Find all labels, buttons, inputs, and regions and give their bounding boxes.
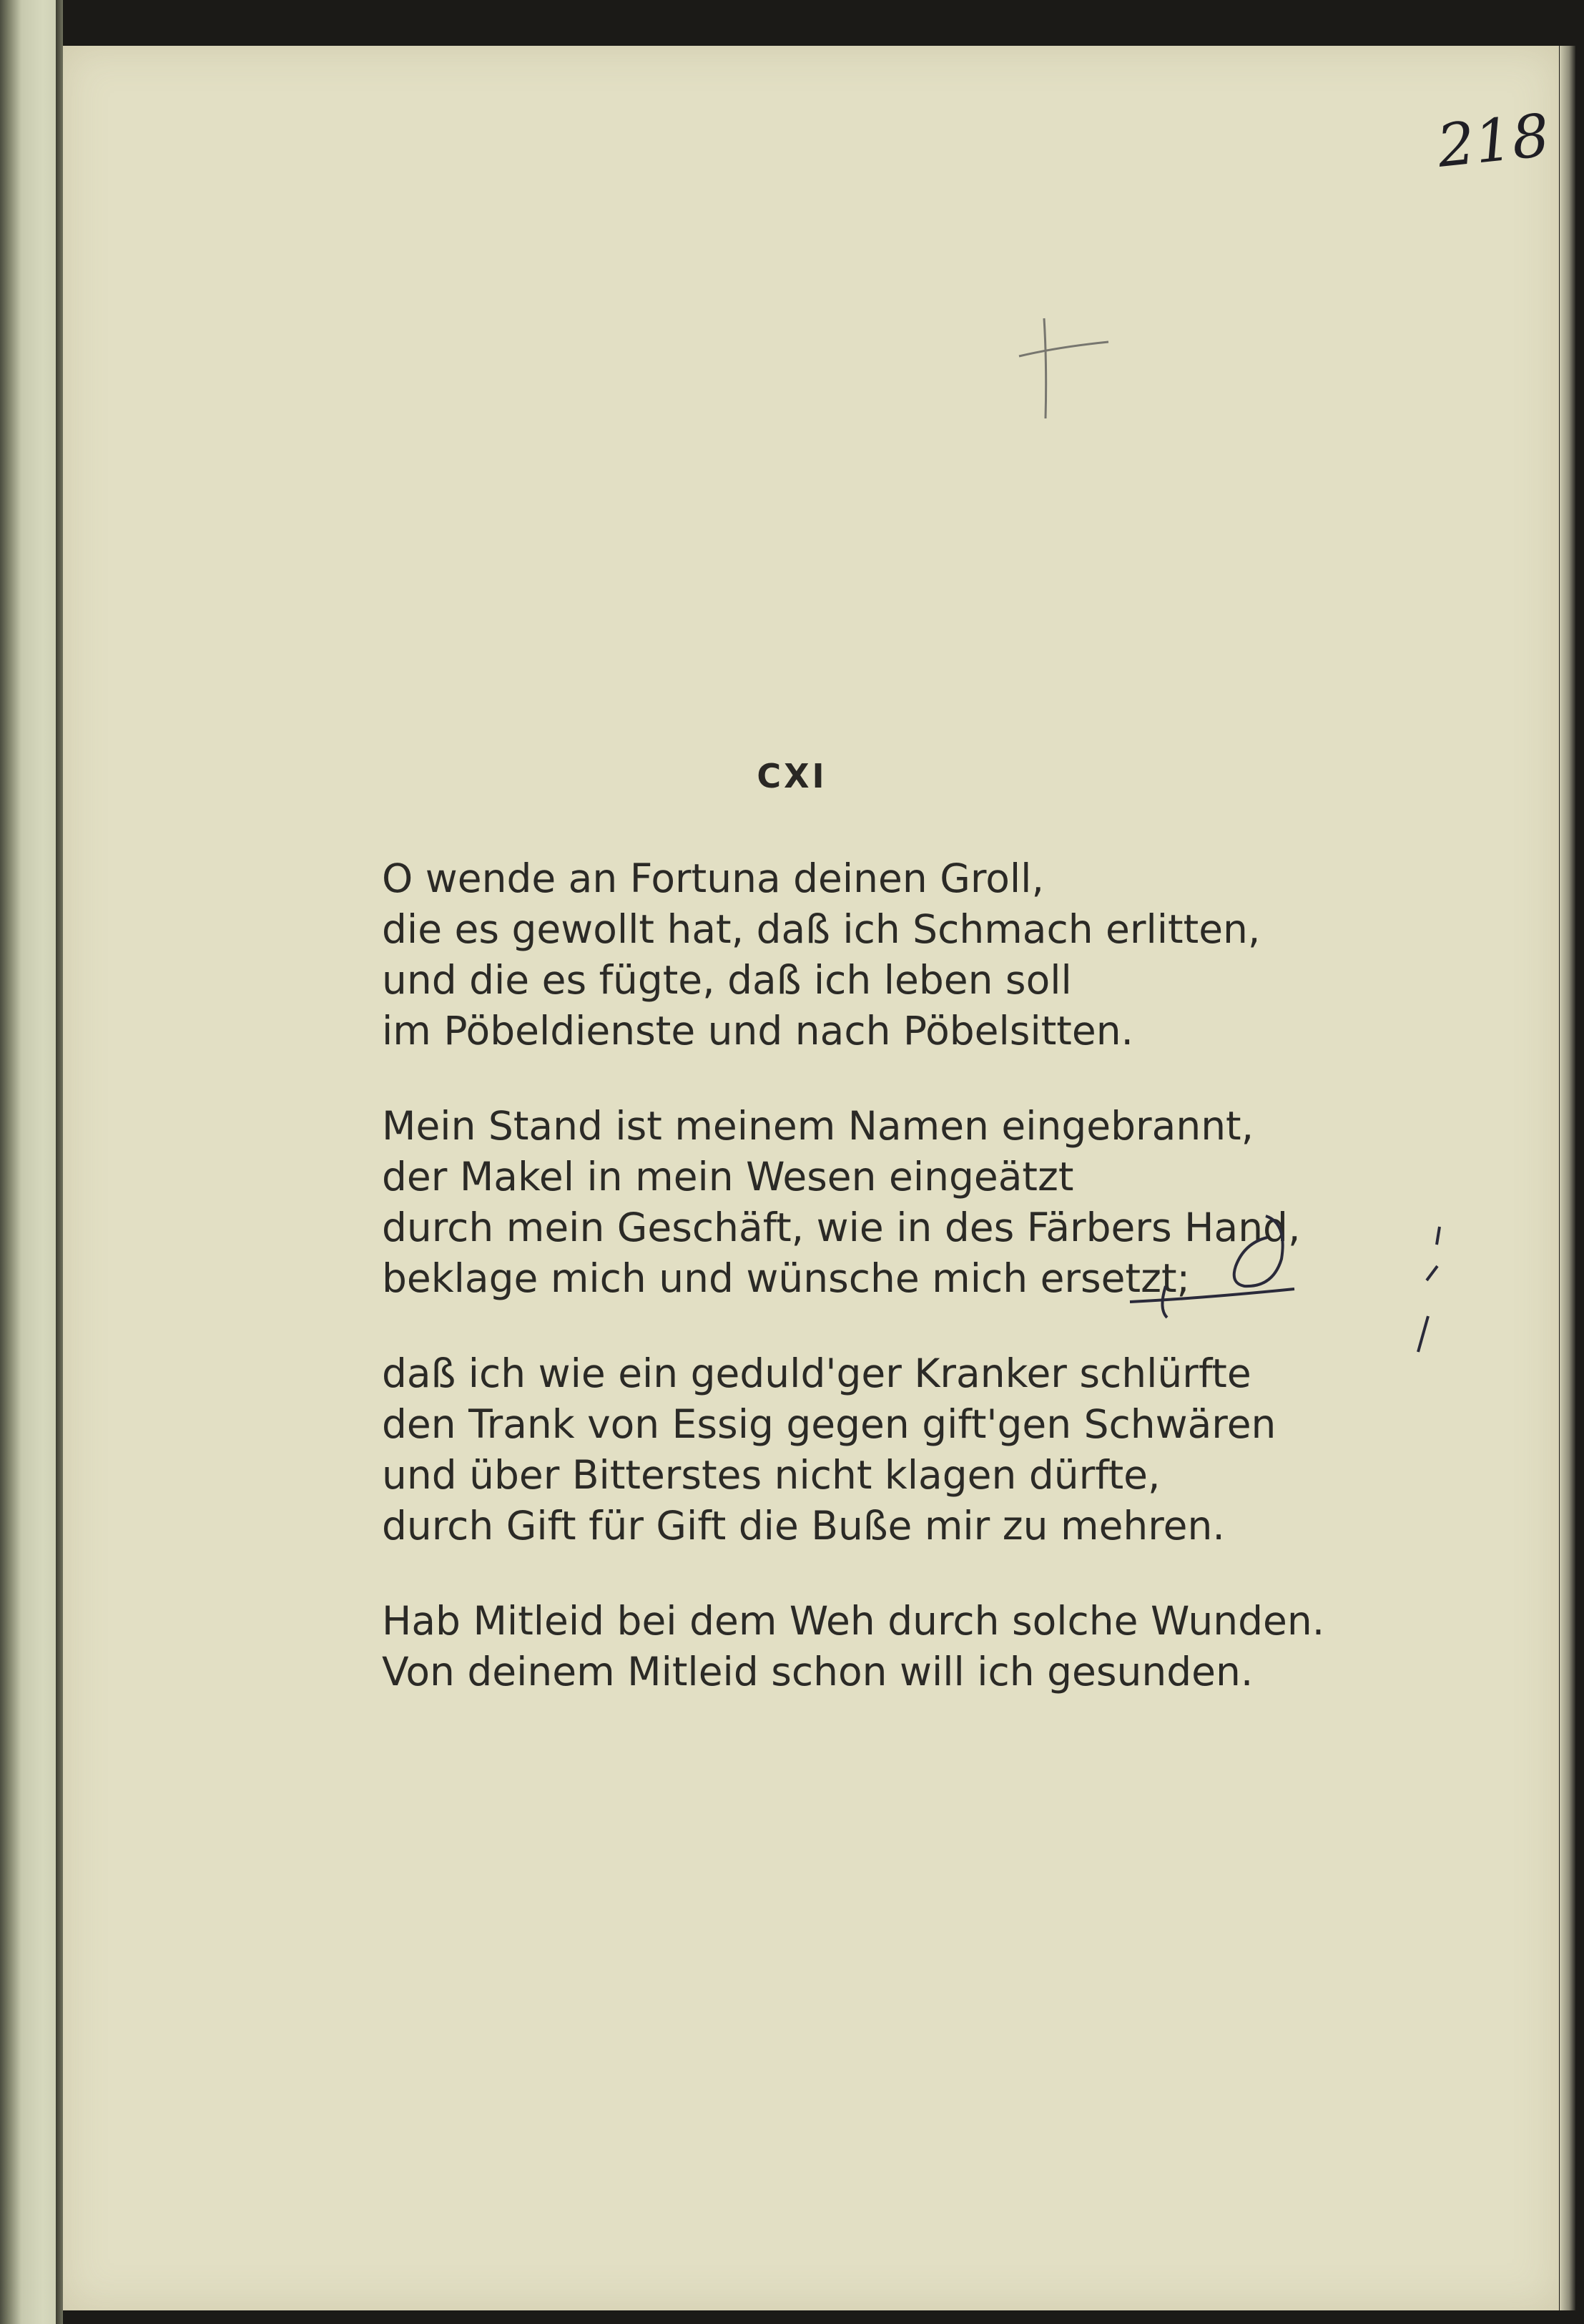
poem-line: und die es fügte, daß ich leben soll <box>382 957 1072 1003</box>
facing-page-edge <box>0 0 56 2324</box>
poem-line: durch mein Geschäft, wie in des Färbers Hand, <box>382 1205 1301 1250</box>
stanza-4 <box>382 1596 1455 1697</box>
poem-line: den Trank von Essig gegen gift'gen Schwären <box>382 1401 1276 1447</box>
pen-loop-annotation <box>1116 1209 1316 1323</box>
poem-line: daß ich wie ein geduld'ger Kranker schlürfte <box>382 1350 1251 1396</box>
poem-line: Von deinem Mitleid schon will ich gesunden. <box>382 1649 1254 1695</box>
book-gutter <box>56 0 63 2324</box>
poem-number: CXI <box>757 757 827 795</box>
page-fore-edge <box>1560 46 1575 2310</box>
poem-line: Mein Stand ist meinem Namen eingebrannt, <box>382 1103 1254 1149</box>
poem-line: im Pöbeldienste und nach Pöbelsitten. <box>382 1008 1134 1054</box>
poem-line: der Makel in mein Wesen eingeätzt <box>382 1154 1074 1200</box>
poem-line: beklage mich und wünsche mich ersetzt; <box>382 1255 1191 1301</box>
poem-line: O wende an Fortuna deinen Groll, <box>382 855 1044 901</box>
poem-line: Hab Mitleid bei dem Weh durch solche Wunden. <box>382 1598 1325 1644</box>
folio-number: 218 <box>1434 102 1553 181</box>
pen-margin-mark <box>1412 1223 1455 1381</box>
poem-line: durch Gift für Gift die Buße mir zu mehren. <box>382 1503 1225 1549</box>
poem-line: und über Bitterstes nicht klagen dürfte, <box>382 1452 1161 1498</box>
poem-line: die es gewollt hat, daß ich Schmach erlitten, <box>382 906 1261 952</box>
pencil-cross-mark <box>1015 315 1116 422</box>
stanza-3 <box>382 1348 1455 1551</box>
stanza-1 <box>382 853 1455 1056</box>
